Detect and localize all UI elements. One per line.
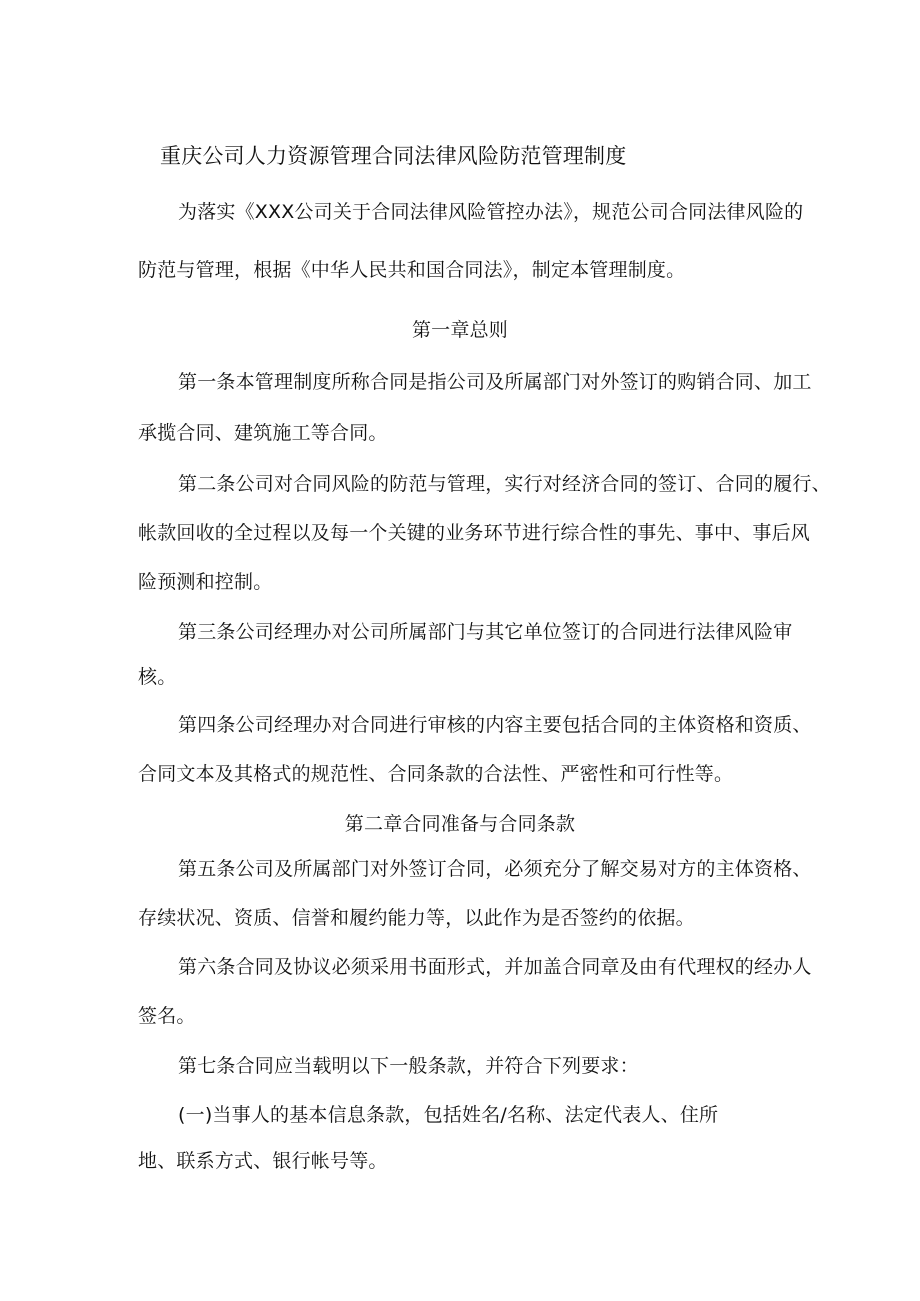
- article-7-line-1: 第七条合同应当载明以下一般条款，并符合下列要求：: [178, 1055, 639, 1077]
- intro-line-1: 为落实《XXX公司关于合同法律风险管控办法》，规范公司合同法律风险的: [178, 201, 804, 223]
- article-3-line-2: 核。: [138, 666, 177, 688]
- item-1-line-1: (一)当事人的基本信息条款，包括姓名/名称、法定代表人、住所: [178, 1104, 719, 1126]
- chapter-1-heading: 第一章总则: [411, 319, 508, 341]
- item-1-line-2: 地、联系方式、银行帐号等。: [138, 1150, 388, 1172]
- article-3-line-1: 第三条公司经理办对公司所属部门与其它单位签订的合同进行法律风险审: [178, 621, 793, 643]
- intro-line-2: 防范与管理，根据《中华人民共和国合同法》，制定本管理制度。: [138, 259, 686, 281]
- document-title: 重庆公司人力资源管理合同法律风险防范管理制度: [160, 144, 627, 168]
- article-2-line-1: 第二条公司对合同风险的防范与管理，实行对经济合同的签订、合同的履行、: [178, 473, 831, 495]
- article-1-line-2: 承揽合同、建筑施工等合同。: [138, 422, 388, 444]
- article-1-line-1: 第一条本管理制度所称合同是指公司及所属部门对外签订的购销合同、加工: [178, 371, 812, 393]
- article-6-line-2: 签名。: [138, 1005, 196, 1027]
- article-4-line-2: 合同文本及其格式的规范性、合同条款的合法性、严密性和可行性等。: [138, 763, 734, 785]
- chapter-2-heading: 第二章合同准备与合同条款: [344, 813, 576, 835]
- article-5-line-1: 第五条公司及所属部门对外签订合同，必须充分了解交易对方的主体资格、: [178, 858, 812, 880]
- article-2-line-2: 帐款回收的全过程以及每一个关键的业务环节进行综合性的事先、事中、事后风: [138, 522, 811, 544]
- article-6-line-1: 第六条合同及协议必须采用书面形式，并加盖合同章及由有代理权的经办人: [178, 956, 812, 978]
- article-4-line-1: 第四条公司经理办对合同进行审核的内容主要包括合同的主体资格和资质、: [178, 714, 812, 736]
- article-5-line-2: 存续状况、资质、信誉和履约能力等，以此作为是否签约的依据。: [138, 907, 695, 929]
- article-2-line-3: 险预测和控制。: [138, 571, 273, 593]
